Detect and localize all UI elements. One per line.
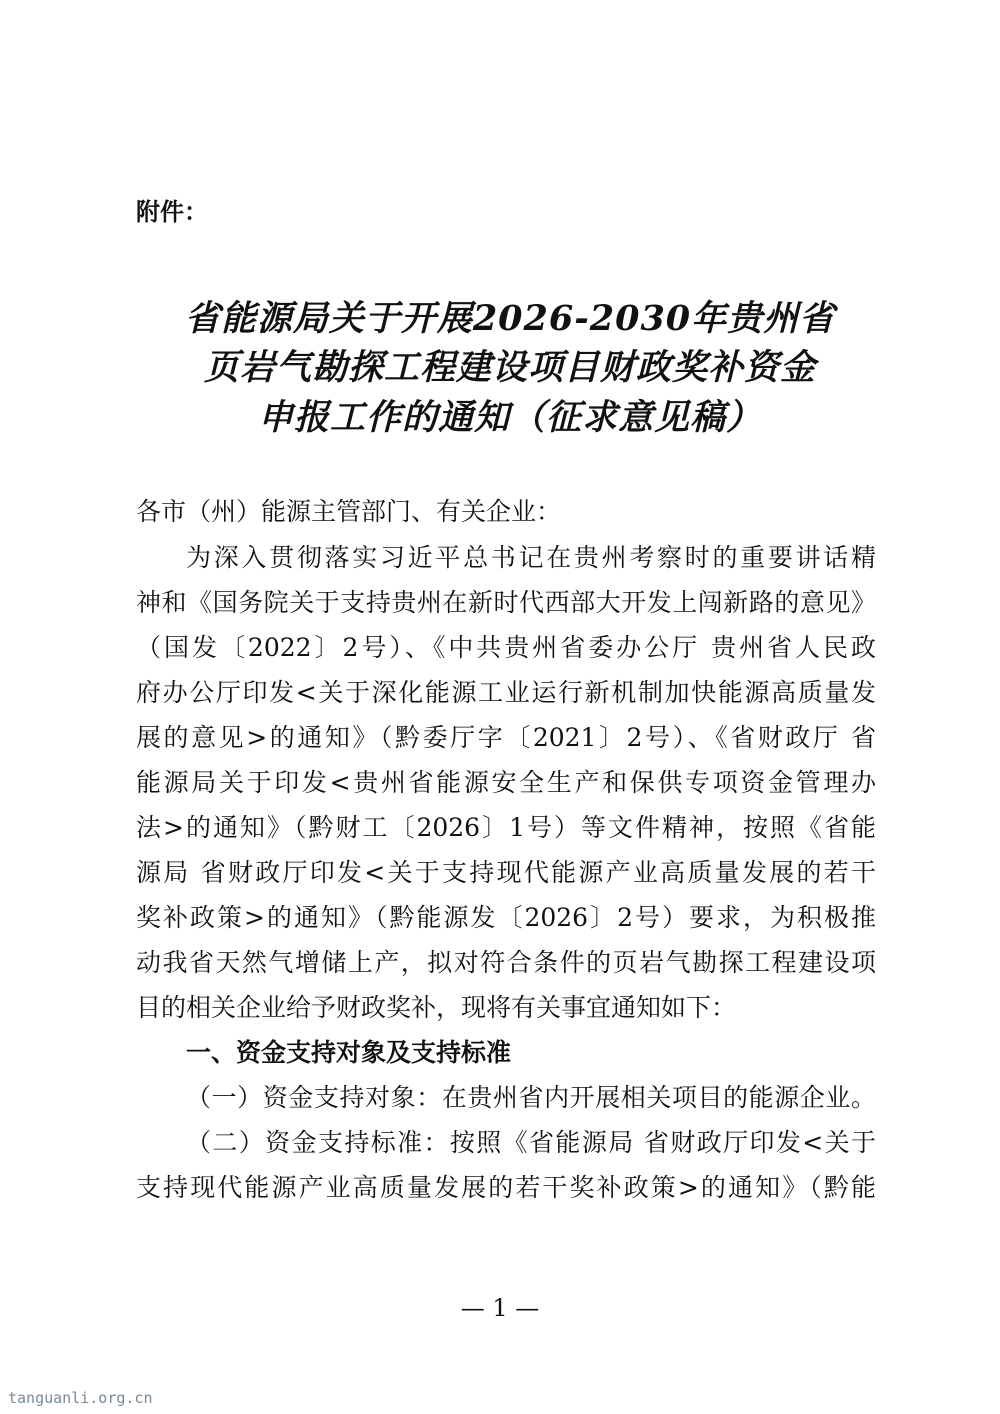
body-paragraph-line: 能源局关于印发<贵州省能源安全生产和保供专项资金管理办: [136, 768, 876, 797]
body-paragraph-line: 源局 省财政厅印发<关于支持现代能源产业高质量发展的若干: [136, 858, 876, 887]
document-title-line-3: 申报工作的通知（征求意见稿）: [257, 397, 762, 438]
page-number: — 1 —: [460, 1294, 540, 1322]
item-2-line: 支持现代能源产业高质量发展的若干奖补政策>的通知》（黔能: [136, 1173, 876, 1202]
watermark: tanguanli.org.cn: [8, 1389, 153, 1407]
item-2-line: （二）资金支持标准：按照《省能源局 省财政厅印发<关于: [186, 1128, 876, 1157]
body-paragraph-line: 法>的通知》（黔财工〔2026〕1号）等文件精神，按照《省能: [136, 813, 876, 842]
body-paragraph-line: 目的相关企业给予财政奖补，现将有关事宜通知如下：: [136, 993, 737, 1022]
salutation: 各市（州）能源主管部门、有关企业：: [136, 497, 562, 526]
body-paragraph-line: 为深入贯彻落实习近平总书记在贵州考察时的重要讲话精: [186, 543, 876, 572]
document-title-line-1: 省能源局关于开展2026-2030年贵州省: [184, 298, 836, 339]
body-paragraph-line: 府办公厅印发<关于深化能源工业运行新机制加快能源高质量发: [136, 678, 876, 707]
body-paragraph-line: 神和《国务院关于支持贵州在新时代西部大开发上闯新路的意见》: [136, 588, 876, 617]
body-paragraph-line: （国发〔2022〕2号）、《中共贵州省委办公厅 贵州省人民政: [136, 633, 876, 662]
body-paragraph-line: 奖补政策>的通知》（黔能源发〔2026〕2号）要求，为积极推: [136, 903, 876, 932]
item-1: （一）资金支持对象：在贵州省内开展相关项目的能源企业。: [186, 1083, 876, 1112]
body-paragraph-line: 动我省天然气增储上产，拟对符合条件的页岩气勘探工程建设项: [136, 948, 876, 977]
document-title-line-2: 页岩气勘探工程建设项目财政奖补资金: [203, 347, 816, 388]
attachment-label: 附件：: [136, 198, 208, 226]
section-heading: 一、资金支持对象及支持标准: [186, 1038, 512, 1067]
body-paragraph-line: 展的意见>的通知》（黔委厅字〔2021〕2号）、《省财政厅 省: [136, 723, 876, 752]
